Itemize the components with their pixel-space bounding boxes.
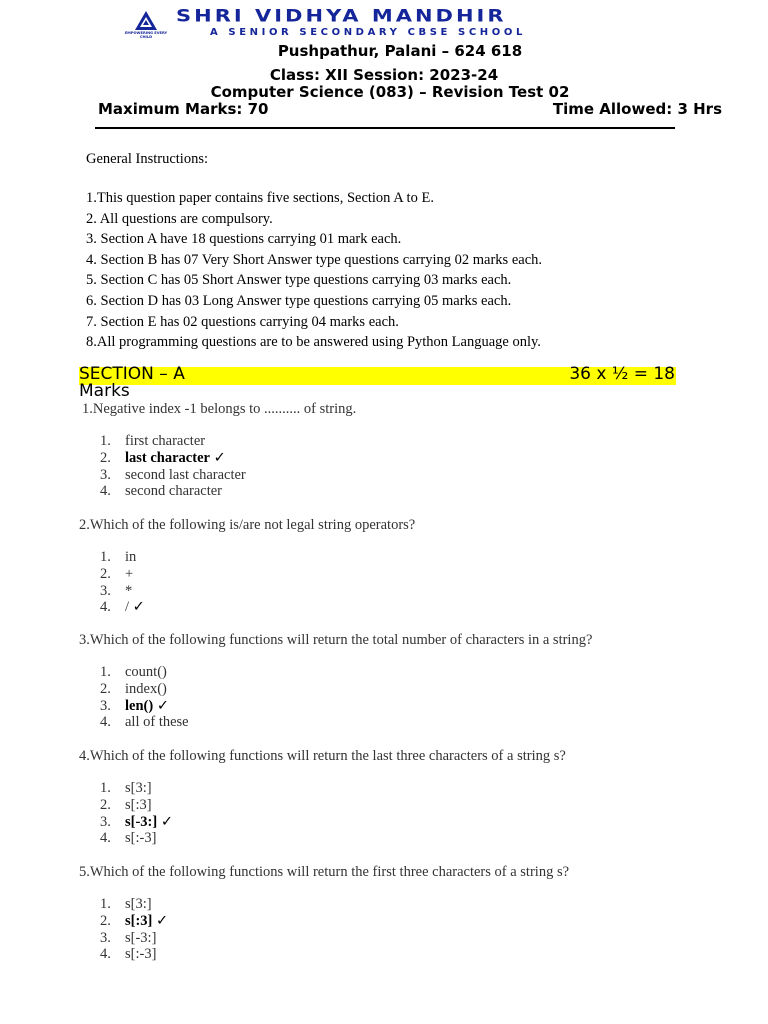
section-marks: 36 x ½ = 18	[569, 364, 675, 384]
option-item	[100, 930, 168, 947]
option-item	[100, 946, 168, 963]
option-number: 3.	[100, 697, 111, 714]
option-number: 4.	[100, 599, 111, 616]
option-number: 2.	[100, 449, 111, 466]
option-number: 1.	[100, 780, 111, 796]
instruction-item: 6. Section D has 03 Long Answer type questions carrying 05 marks each.	[86, 292, 512, 309]
school-name: SHRI VIDHYA MANDHIR	[176, 6, 507, 26]
time-allowed: Time Allowed: 3 Hrs	[552, 100, 722, 118]
question-1-options	[100, 433, 246, 500]
option-text: s[-3:]	[125, 813, 158, 830]
option-number: 2.	[100, 912, 111, 929]
check-mark-icon: ✓	[157, 813, 173, 830]
question-3-options	[100, 664, 189, 731]
option-text: s[-3:]	[125, 929, 157, 946]
option-number: 4.	[100, 483, 111, 500]
option-item-correct	[100, 913, 168, 930]
option-number: 2.	[100, 680, 111, 697]
option-item	[100, 681, 189, 698]
instruction-item: 8.All programming questions are to be answered using Python Language only.	[86, 334, 541, 351]
option-number: 3.	[100, 582, 111, 599]
instructions-heading: General Instructions:	[86, 151, 209, 167]
option-text: second last character	[125, 466, 246, 483]
option-text: second character	[125, 483, 223, 500]
instructions-list	[86, 190, 542, 355]
max-marks: Maximum Marks: 70	[98, 100, 269, 118]
section-marks-word: Marks	[79, 381, 130, 401]
instruction-item: 4. Section B has 07 Very Short Answer type questions carrying 02 marks each.	[86, 251, 542, 268]
school-subtitle: A SENIOR SECONDARY CBSE SCHOOL	[210, 27, 526, 38]
option-number: 4.	[100, 714, 111, 731]
question-5-options	[100, 896, 168, 963]
option-item	[100, 714, 189, 731]
option-text: index()	[125, 680, 167, 697]
option-item	[100, 780, 173, 797]
header-divider	[95, 127, 675, 129]
option-text: s[3:]	[125, 896, 152, 912]
option-text: s[:-3]	[125, 830, 157, 847]
option-number: 2.	[100, 796, 111, 813]
option-item	[100, 896, 168, 913]
option-text: last character	[125, 449, 210, 466]
option-text: count()	[125, 664, 167, 680]
check-mark-icon: ✓	[152, 912, 169, 929]
option-item-correct	[100, 698, 189, 715]
instruction-item: 1.This question paper contains five sections, Section A to E.	[86, 190, 434, 206]
check-mark-icon: ✓	[209, 449, 226, 466]
option-item	[100, 664, 189, 681]
option-item	[100, 549, 145, 566]
option-number: 4.	[100, 946, 111, 963]
section-title: SECTION – A	[79, 364, 185, 384]
option-item	[100, 830, 173, 847]
option-number: 1.	[100, 549, 111, 565]
option-text: +	[125, 565, 134, 582]
instruction-item: 3. Section A have 18 questions carrying 01 mark each.	[86, 231, 402, 248]
instruction-item: 5. Section C has 05 Short Answer type questions carrying 03 marks each.	[86, 272, 512, 289]
option-number: 4.	[100, 830, 111, 847]
option-text: s[:3]	[125, 912, 153, 929]
question-2-text: 2.Which of the following is/are not legal string operators?	[79, 517, 416, 533]
question-4-options	[100, 780, 173, 847]
instruction-item: 7. Section E has 02 questions carrying 04 marks each.	[86, 313, 399, 330]
option-item-correct	[100, 599, 145, 616]
option-number: 3.	[100, 813, 111, 830]
option-number: 3.	[100, 929, 111, 946]
option-number: 1.	[100, 896, 111, 912]
check-mark-icon: ✓	[153, 697, 169, 714]
class-session: Class: XII Session: 2023-24	[269, 66, 499, 84]
option-text: in	[125, 549, 137, 565]
question-4-text: 4.Which of the following functions will return the last three characters of a string s?	[79, 748, 566, 764]
option-text: s[:3]	[125, 796, 152, 813]
school-logo	[122, 10, 170, 40]
option-item	[100, 433, 246, 450]
question-5-text: 5.Which of the following functions will return the first three characters of a string s?	[79, 864, 570, 880]
logo-caption: EMPOWERING EVERY CHILD	[124, 31, 168, 39]
question-2-options	[100, 549, 145, 616]
option-text: s[3:]	[125, 780, 152, 796]
option-number: 1.	[100, 433, 111, 449]
option-item	[100, 797, 173, 814]
option-text: *	[125, 582, 133, 599]
subject-title: Computer Science (083) – Revision Test 02	[210, 83, 570, 101]
option-number: 3.	[100, 466, 111, 483]
option-item	[100, 483, 246, 500]
check-mark-icon: ✓	[129, 599, 145, 616]
option-item-correct	[100, 814, 173, 831]
school-address: Pushpathur, Palani – 624 618	[277, 42, 523, 60]
option-text: s[:-3]	[125, 946, 157, 963]
option-item	[100, 566, 145, 583]
option-text: all of these	[125, 714, 189, 731]
option-item	[100, 583, 145, 600]
option-number: 1.	[100, 664, 111, 680]
option-text: first character	[125, 433, 206, 449]
instruction-item: 2. All questions are compulsory.	[86, 210, 273, 227]
option-item	[100, 467, 246, 484]
option-item-correct	[100, 450, 246, 467]
option-text: /	[125, 599, 130, 616]
question-3-text: 3.Which of the following functions will return the total number of characters in a string?	[79, 632, 593, 648]
option-text: len()	[125, 697, 154, 714]
question-1-text: 1.Negative index -1 belongs to .......... of string.	[82, 401, 357, 417]
option-number: 2.	[100, 565, 111, 582]
